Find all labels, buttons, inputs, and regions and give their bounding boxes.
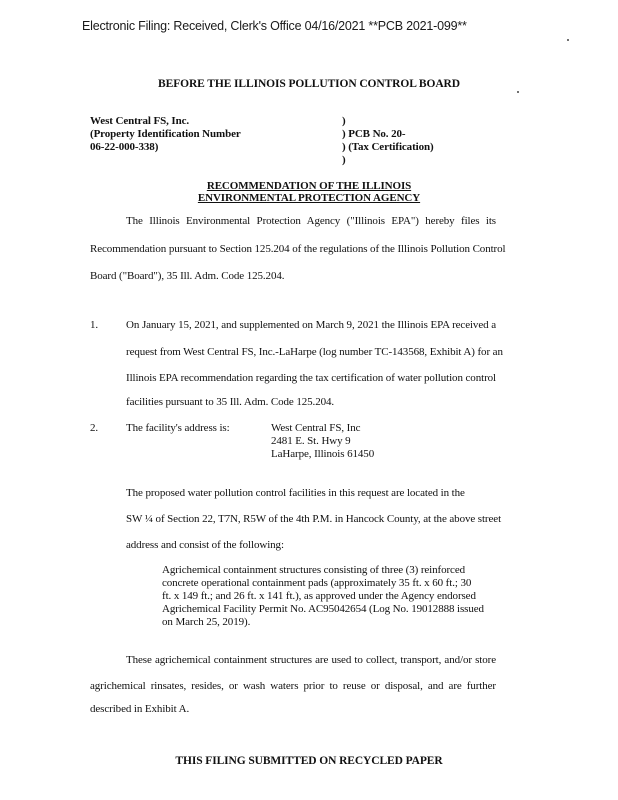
recycled-paper-footer: THIS FILING SUBMITTED ON RECYCLED PAPER <box>175 755 443 767</box>
proposal-line: address and consist of the following: <box>126 539 284 551</box>
address-label: The facility's address is: <box>126 422 230 434</box>
address-line: West Central FS, Inc <box>271 422 361 434</box>
caption-party-name: West Central FS, Inc. <box>90 115 190 127</box>
proposal-line: SW ¼ of Section 22, T7N, R5W of the 4th P.M. in Hancock County, at the above street <box>126 513 502 525</box>
caption-case-type: ) (Tax Certification) <box>342 141 434 153</box>
scan-speck <box>517 91 519 93</box>
document-title-line-1: RECOMMENDATION OF THE ILLINOIS <box>206 180 412 192</box>
scan-speck <box>567 39 569 41</box>
proposal-line: The proposed water pollution control facilities in this request are located in the <box>126 487 465 499</box>
intro-line: Board ("Board"), 35 Ill. Adm. Code 125.204. <box>90 270 285 282</box>
closing-line: These agrichemical containment structures are used to collect, transport, and/or store <box>126 654 496 666</box>
caption-bracket: ) <box>342 154 346 166</box>
block-quote-line: Agrichemical Facility Permit No. AC95042654 (Log No. 19012888 issued <box>162 603 484 615</box>
caption-pcb-number: ) PCB No. 20- <box>342 128 406 140</box>
item-number: 1. <box>90 319 99 331</box>
caption-property-id-label: (Property Identification Number <box>90 128 241 140</box>
block-quote-line: concrete operational containment pads (approximately 35 ft. x 60 ft.; 30 <box>162 577 472 589</box>
item-line: On January 15, 2021, and supplemented on March 9, 2021 the Illinois EPA received a <box>126 319 496 331</box>
closing-line: described in Exhibit A. <box>90 703 190 715</box>
block-quote-line: ft. x 149 ft.; and 26 ft. x 141 ft.), as approved under the Agency endorsed <box>162 590 476 602</box>
item-number: 2. <box>90 422 99 434</box>
closing-line: agrichemical rinsates, resides, or wash waters prior to reuse or disposal, and are further <box>90 680 496 692</box>
address-line: LaHarpe, Illinois 61450 <box>271 448 375 460</box>
block-quote-line: Agrichemical containment structures consisting of three (3) reinforced <box>162 564 466 576</box>
block-quote-line: on March 25, 2019). <box>162 616 251 628</box>
intro-line: The Illinois Environmental Protection Agency ("Illinois EPA") hereby files its <box>126 215 496 227</box>
document-title-line-2: ENVIRONMENTAL PROTECTION AGENCY <box>197 192 421 204</box>
electronic-filing-stamp: Electronic Filing: Received, Clerk's Office 04/16/2021 **PCB 2021-099** <box>82 19 467 33</box>
address-line: 2481 E. St. Hwy 9 <box>271 435 351 447</box>
item-line: request from West Central FS, Inc.-LaHarpe (log number TC-143568, Exhibit A) for an <box>126 346 503 358</box>
caption-bracket: ) <box>342 115 346 127</box>
item-line: facilities pursuant to 35 Ill. Adm. Code 125.204. <box>126 396 335 408</box>
caption-property-id-number: 06-22-000-338) <box>90 141 159 153</box>
intro-line: Recommendation pursuant to Section 125.204 of the regulations of the Illinois Pollution Control <box>90 243 506 255</box>
item-line: Illinois EPA recommendation regarding the tax certification of water pollution control <box>126 372 496 384</box>
court-heading: BEFORE THE ILLINOIS POLLUTION CONTROL BOARD <box>158 78 460 90</box>
